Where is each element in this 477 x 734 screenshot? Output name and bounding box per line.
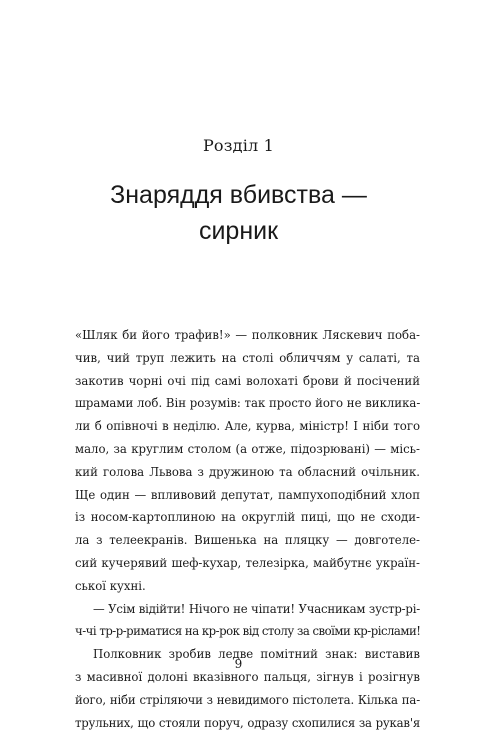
text-line: його, ніби стріляючи з невидимого пістолета. Кілька па- bbox=[75, 692, 420, 707]
text-line: із носом-картоплиною на округлій пиці, що не сходи- bbox=[75, 510, 420, 525]
chapter-title-line: Знаряддя вбивства — bbox=[110, 181, 367, 209]
chapter-title-line: сирник bbox=[198, 217, 279, 245]
text-line: чив, чий труп лежить на столі обличчям у салаті, та bbox=[75, 350, 420, 365]
text-line: — Усім відійти! Нічого не чіпати! Учасникам зустр-рі- bbox=[93, 601, 420, 616]
text-line: ли б опівночі в неділю. Але, курва, міністр! І ніби того bbox=[75, 419, 420, 434]
text-line: з масивної долоні вказівного пальця, зігнув і розігнув bbox=[75, 669, 420, 684]
chapter-title bbox=[0, 177, 477, 249]
text-line: закотив чорні очі під самі волохаті брови й посічений bbox=[75, 373, 420, 388]
text-line: трульних, що стояли поруч, одразу схопилися за рукав'я bbox=[75, 715, 420, 730]
text-line: кий голова Львова з дружиною та обласний очільник. bbox=[75, 464, 420, 479]
paragraph bbox=[75, 598, 420, 644]
chapter-label: Розділ 1 bbox=[202, 136, 275, 155]
text-line: сий кучерявий шеф-кухар, телезірка, майбутнє україн- bbox=[75, 555, 420, 570]
text-line: ч-чі тр-р-риматися на кр-рок від столу за своїми кр-ріслами! bbox=[75, 624, 420, 639]
body-text bbox=[75, 324, 420, 734]
text-line: ської кухні. bbox=[75, 578, 146, 593]
text-line: «Шляк би його трафив!» — полковник Ляскевич поба- bbox=[75, 328, 420, 342]
paragraph bbox=[75, 324, 420, 598]
text-line: ла з телеекранів. Вишенька на пляцку — довготеле- bbox=[75, 533, 420, 548]
page-number: 9 bbox=[234, 657, 243, 671]
text-line: мало, за круглим столом (а отже, підозрювані) — місь- bbox=[75, 441, 420, 456]
text-line: Полковник зробив ледве помітний знак: виставив bbox=[93, 647, 420, 662]
text-line: шрамами лоб. Він розумів: так просто його не виклика- bbox=[75, 396, 420, 411]
text-line: Ще один — впливовий депутат, пампухоподібний хлоп bbox=[75, 487, 420, 502]
